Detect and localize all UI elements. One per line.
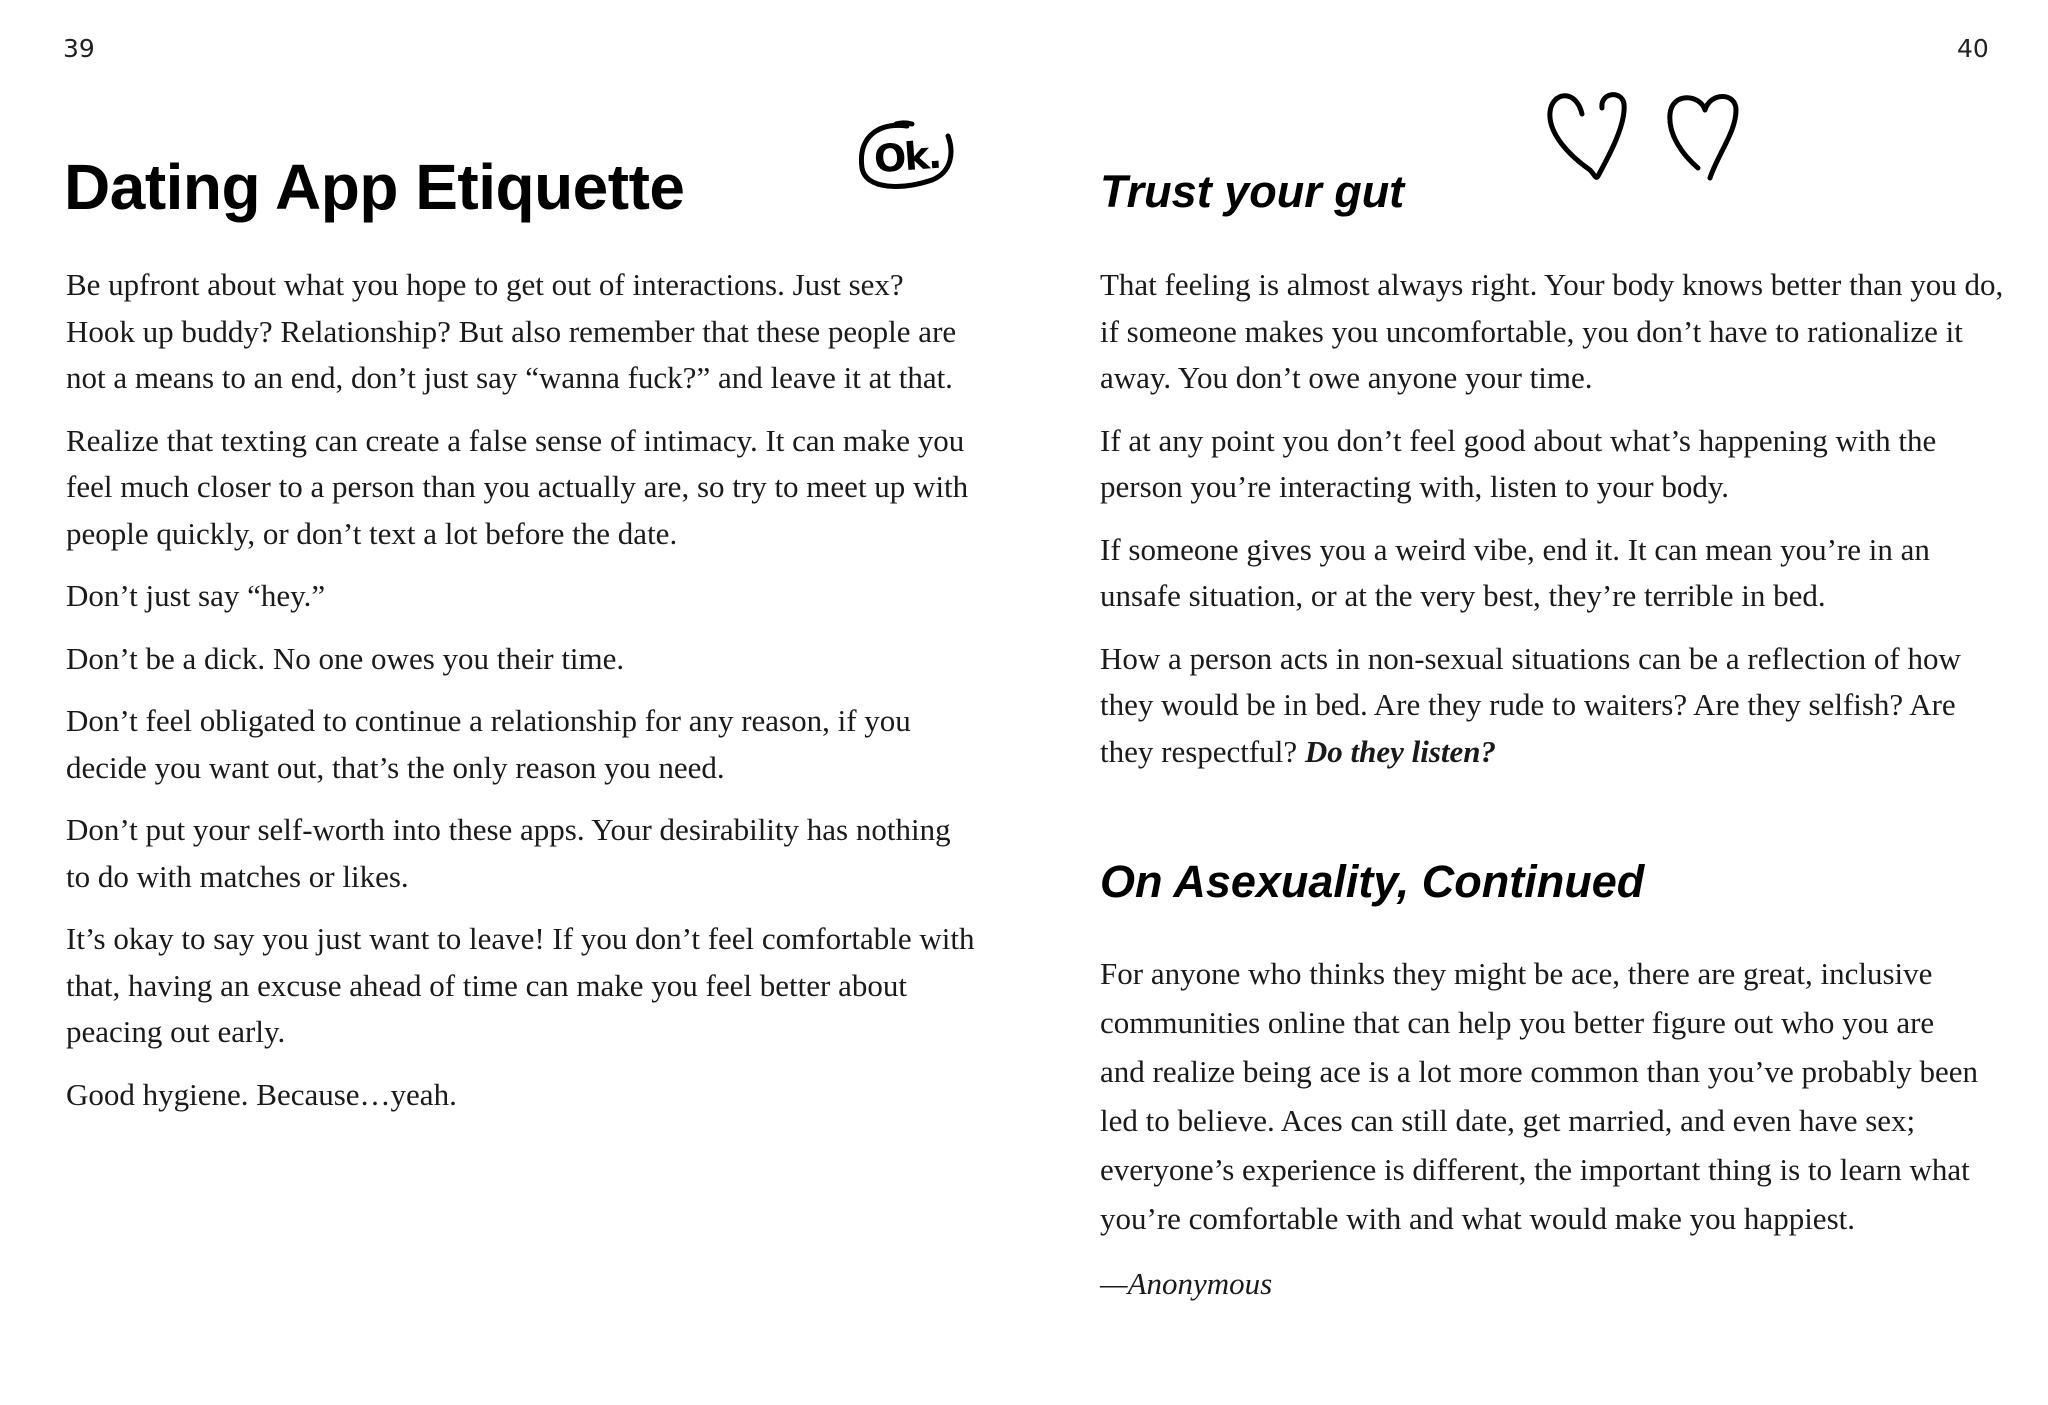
- paragraph: Don’t just say “hey.”: [66, 578, 326, 613]
- page-title: Dating App Etiquette: [64, 151, 685, 223]
- emphasis-text: Do they listen?: [1304, 733, 1497, 769]
- right-page-number: 40: [1957, 34, 1989, 63]
- paragraph-text: How a person acts in non-sexual situations can be a reflection of how they would be in bed. Are they rude to waiters? Are they selfish? Are they respectful?: [1100, 640, 1961, 769]
- paragraph: If at any point you don’t feel good about what’s happening with the person you’re interacting with, listen to your body.: [1100, 422, 1937, 504]
- left-body: [66, 262, 978, 1134]
- paragraph: It’s okay to say you just want to leave! If you don’t feel comfortable with that, having an excuse ahead of time can make you feel better about peacing out early.: [66, 921, 975, 1049]
- paragraph: That feeling is almost always right. Your body knows better than you do, if someone makes you uncomfortable, you don’t have to rationalize it away. You don’t owe anyone your time.: [1100, 267, 2004, 395]
- ok-doodle-text: Ok.: [872, 132, 942, 182]
- paragraph: Don’t put your self-worth into these apps. Your desirability has nothing to do with matches or likes.: [66, 812, 951, 894]
- trust-body: [1100, 262, 2015, 791]
- attribution: —Anonymous: [1100, 1266, 1273, 1301]
- asexuality-body: [1100, 949, 1980, 1324]
- paragraph: If someone gives you a weird vibe, end it. It can mean you’re in an unsafe situation, or at the very best, they’re terrible in bed.: [1100, 531, 1930, 613]
- ok-doodle: [852, 118, 962, 198]
- hearts-doodle-icon: [1540, 84, 1760, 184]
- section-title-asexuality: On Asexuality, Continued: [1100, 856, 1645, 907]
- paragraph: Realize that texting can create a false sense of intimacy. It can make you feel much closer to a person than you actually are, so try to meet up with people quickly, or don’t text a lot before the date.: [66, 422, 969, 551]
- paragraph: Good hygiene. Because…yeah.: [66, 1076, 457, 1112]
- left-page-number: 39: [63, 34, 95, 63]
- paragraph: [1100, 636, 2015, 776]
- section-title-trust-your-gut: Trust your gut: [1100, 166, 1405, 217]
- paragraph: For anyone who thinks they might be ace, there are great, inclusive communities online that can help you better figure out who you are and realize being ace is a lot more common than you’ve probably been led to believe. Aces can still date, get married, and even have sex; everyone’s experience is different, the important thing is to learn what you’re comfortable with and what would make you happiest.: [1100, 956, 1979, 1236]
- paragraph: Don’t feel obligated to continue a relationship for any reason, if you decide you want out, that’s the only reason you need.: [66, 703, 911, 785]
- paragraph: Be upfront about what you hope to get out of interactions. Just sex? Hook up buddy? Relationship? But also remember that these people are not a means to an end, don’t just say “wanna fuck?” and leave it at that.: [66, 267, 957, 395]
- paragraph: Don’t be a dick. No one owes you their time.: [66, 640, 625, 676]
